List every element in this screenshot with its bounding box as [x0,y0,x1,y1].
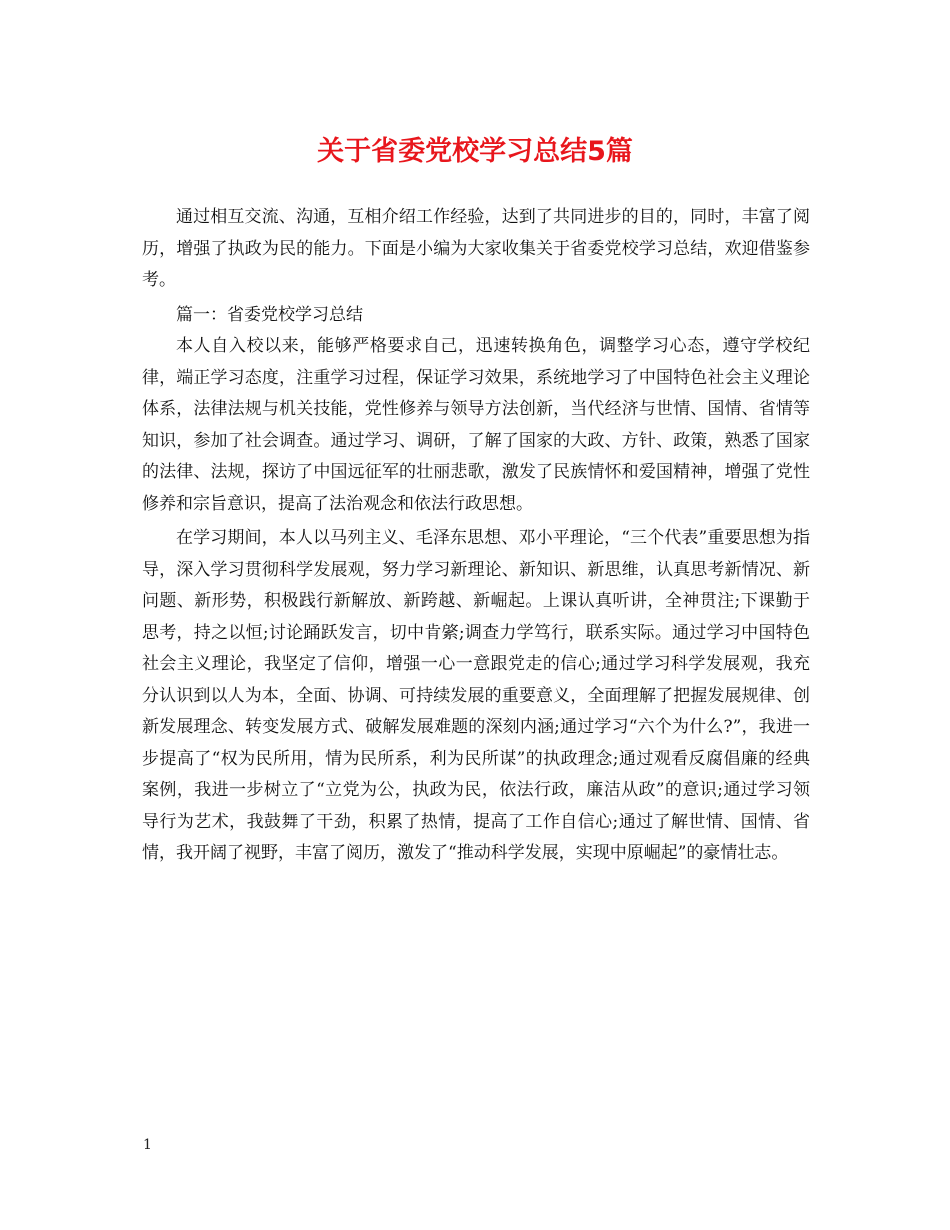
section-heading: 篇一：省委党校学习总结 [176,304,363,325]
body-paragraph: 在学习期间，本人以马列主义、毛泽东思想、邓小平理论，“三个代表”重要思想为指导，深入学习贯彻科学发展观，努力学习新理论、新知识、新思维，认真思考新情况、新问题、新形势，积极践行新解放、新跨越、新崛起。上课认真听讲，全神贯注;下课勤于思考，持之以恒;讨论踊跃发言，切中肯綮;调查力学笃行，联系实际。通过学习中国特色社会主义理论，我坚定了信仰，增强一心一意跟党走的信心;通过学习科学发展观，我充分认识到以人为本，全面、协调、可持续发展的重要意义，全面理解了把握发展规律、创新发展理念、转变发展方式、破解发展难题的深刻内涵;通过学习“六个为什么?”，我进一步提高了“权为民所用，情为民所系，利为民所谋”的执政理念;通过观看反腐倡廉的经典案例，我进一步树立了“立党为公，执政为民，依法行政，廉洁从政”的意识;通过学习领导行为艺术，我鼓舞了干劲，积累了热情，提高了工作自信心;通过了解世情、国情、省情，我开阔了视野，丰富了阅历，激发了“推动科学发展，实现中原崛起”的豪情壮志。 [142,528,810,863]
document-body [142,202,810,870]
intro-paragraph: 通过相互交流、沟通，互相介绍工作经验，达到了共同进步的目的，同时，丰富了阅历，增强了执政为民的能力。下面是小编为大家收集关于省委党校学习总结，欢迎借鉴参考。 [142,207,810,290]
document-title: 关于省委党校学习总结5篇 [317,136,633,167]
page-number: 1 [143,1137,152,1153]
body-paragraph: 本人自入校以来，能够严格要求自己，迅速转换角色，调整学习心态，遵守学校纪律，端正学习态度，注重学习过程，保证学习效果，系统地学习了中国特色社会主义理论体系，法律法规与机关技能，党性修养与领导方法创新，当代经济与世情、国情、省情等知识，参加了社会调查。通过学习、调研，了解了国家的大政、方针、政策，熟悉了国家的法律、法规，探访了中国远征军的壮丽悲歌，激发了民族情怀和爱国精神，增强了党性修养和宗旨意识，提高了法治观念和依法行政思想。 [142,336,810,514]
